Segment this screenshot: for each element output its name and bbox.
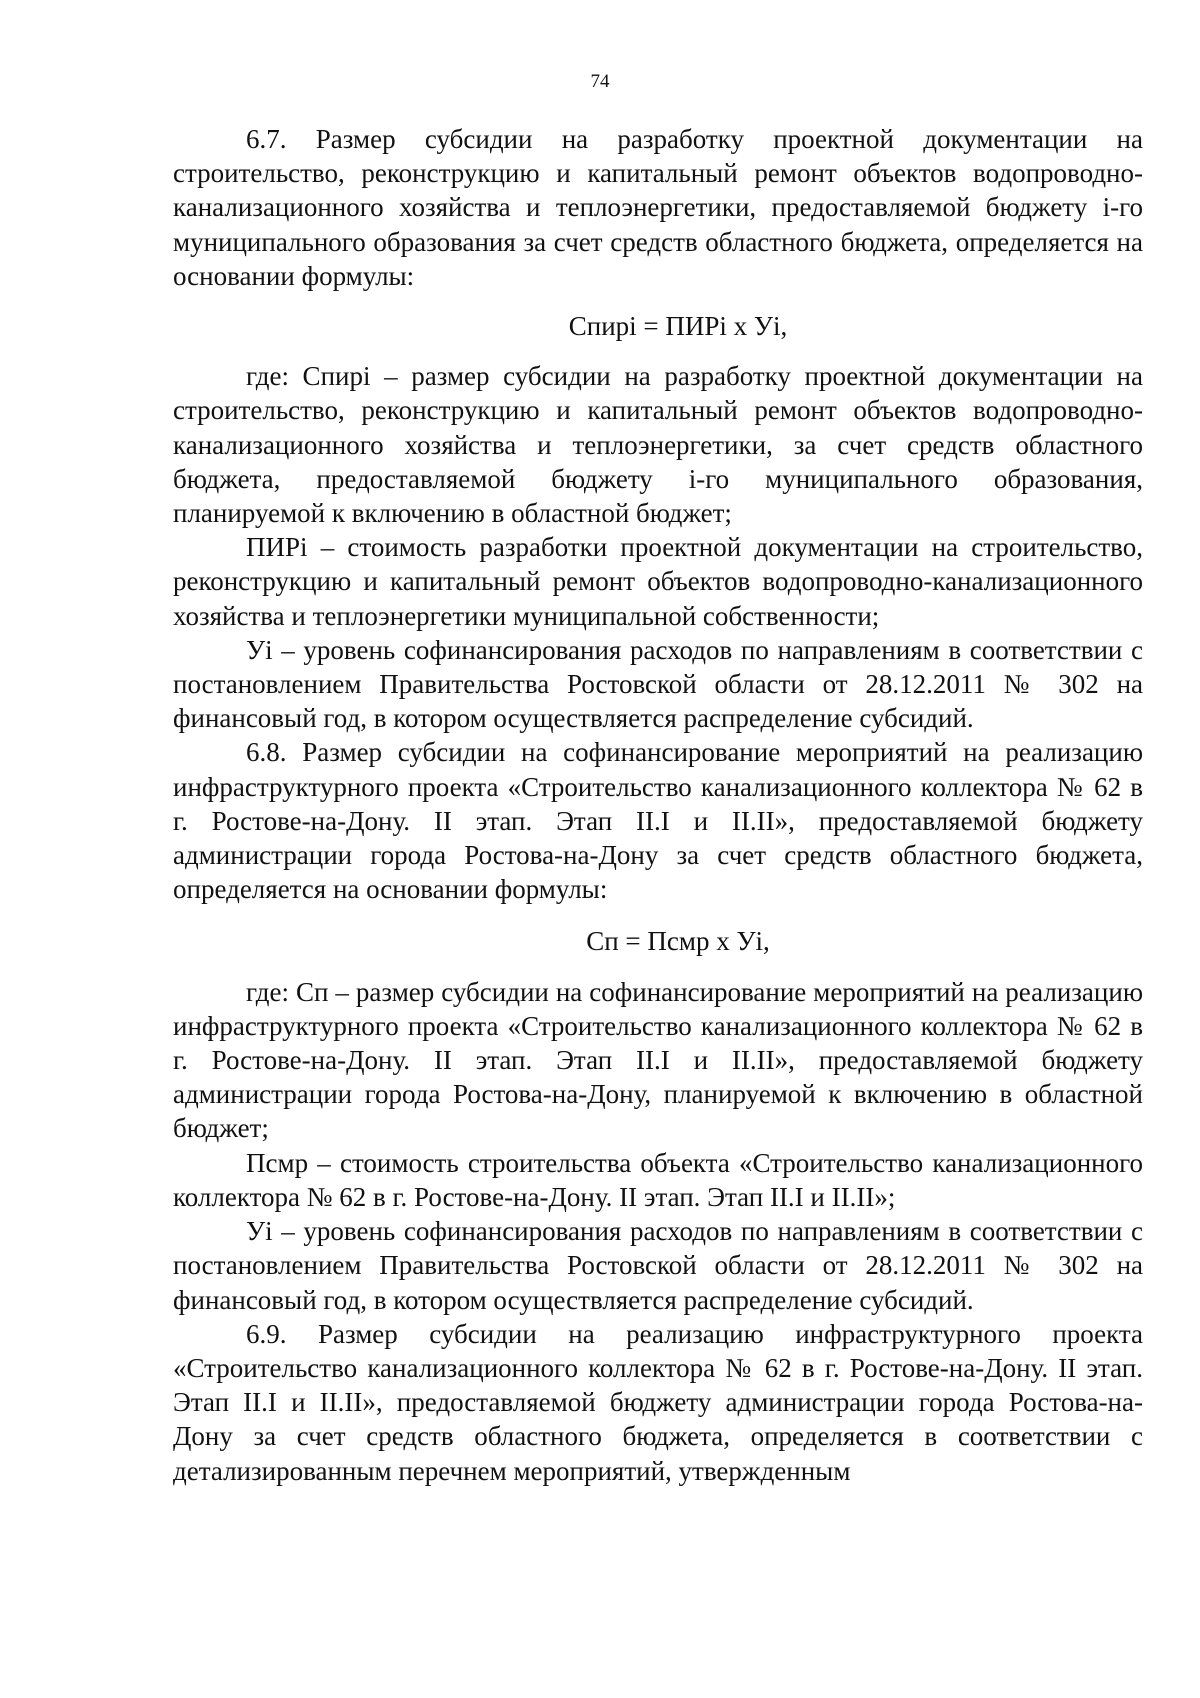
paragraph-6-7: 6.7. Размер субсидии на разработку проектной документации на строительство, реконструкцию и капитальный ремонт объектов водопроводно-канализационного хозяйства и теплоэнергетики, предоставляемой бюджету i-го муниципального образования за счет средств областного бюджета, определяется на основании формулы: xyxy=(173,124,1143,291)
definition-ui-1: Уi – уровень софинансирования расходов по направлениям в соответствии с постановлением Правительства Ростовской области от 28.12.2011 № 302 на финансовый год, в котором осуществляется распределение субсидий. xyxy=(173,634,1143,734)
definition-sp: где: Сп – размер субсидии на софинансирование мероприятий на реализацию инфраструктурного проекта «Строительство канализационного коллектора № 62 в г. Ростове-на-Дону. II этап. Этап II.I и II.II», предоставляемой бюджету администрации города Ростова-на-Дону, планируемой к включению в областной бюджет; xyxy=(173,976,1143,1144)
paragraph-6-8: 6.8. Размер субсидии на софинансирование мероприятий на реализацию инфраструктурного проекта «Строительство канализационного коллектора № 62 в г. Ростове-на-Дону. II этап. Этап II.I и II.II», предоставляемой бюджету администрации города Ростова-на-Дону за счет средств областного бюджета, определяется на основании формулы: xyxy=(173,737,1143,905)
definition-psmr: Псмр – стоимость строительства объекта «Строительство канализационного коллектора № 62 в г. Ростове-на-Дону. II этап. Этап II.I и II.II»; xyxy=(173,1147,1143,1212)
formula-spir: Спирi = ПИРi х Уi, xyxy=(568,311,788,342)
formula-sp: Сп = Псмр х Уi, xyxy=(586,926,770,957)
definition-spir: где: Спирi – размер субсидии на разработку проектной документации на строительство, реконструкцию и капитальный ремонт объектов водопроводно-канализационного хозяйства и теплоэнергетики, за счет средств областного бюджета, предоставляемой бюджету i-го муниципального образования, планируемой к включению в областной бюджет; xyxy=(173,361,1143,529)
page-number: 74 xyxy=(590,71,610,92)
document-body xyxy=(173,122,1143,1488)
definition-ui-2: Уi – уровень софинансирования расходов по направлениям в соответствии с постановлением Правительства Ростовской области от 28.12.2011 № 302 на финансовый год, в котором осуществляется распределение субсидий. xyxy=(173,1216,1143,1315)
definition-pir: ПИРi – стоимость разработки проектной документации на строительство, реконструкцию и капитальный ремонт объектов водопроводно-канализационного хозяйства и теплоэнергетики муниципальной собственности; xyxy=(173,532,1143,631)
paragraph-6-9: 6.9. Размер субсидии на реализацию инфраструктурного проекта «Строительство канализационного коллектора № 62 в г. Ростове-на-Дону. II этап. Этап II.I и II.II», предоставляемой бюджету администрации города Ростова-на-Дону за счет средств областного бюджета, определяется в соответствии с детализированным перечнем мероприятий, утвержденным xyxy=(173,1318,1143,1486)
